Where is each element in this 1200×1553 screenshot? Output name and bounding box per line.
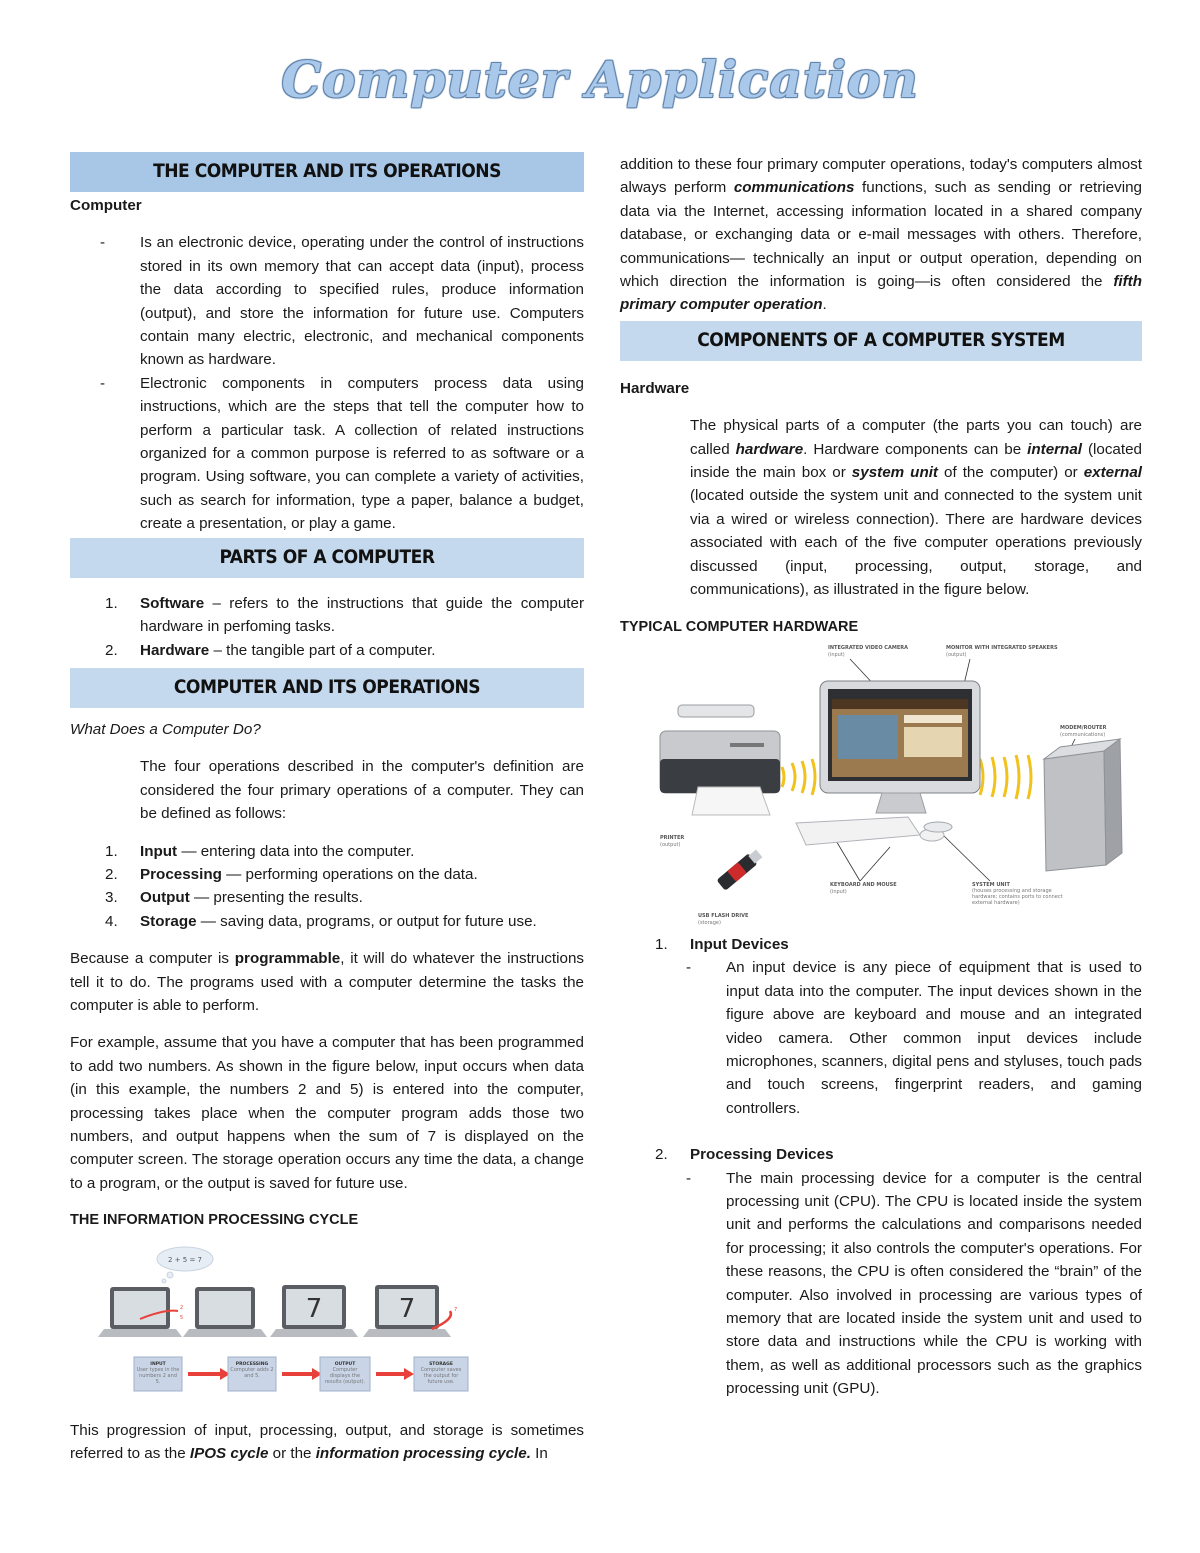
list-item: - Electronic components in computers process data using instructions, which are the steps that tell the computer how to perform a particular task. A collection of related instructions organized for a common purpose is referred to as software or a program. Using software, you can complete a variety of activities, such as search for information, type a paper, balance a budget, create a presentation, or play a game. <box>70 372 584 536</box>
laptop-storage <box>363 1285 457 1337</box>
svg-text:(input): (input) <box>830 888 847 895</box>
section-heading-parts: PARTS OF A COMPUTER <box>70 538 584 578</box>
communications-paragraph: addition to these four primary computer operations, today's computers almost always perform communications functions, such as sending or retrieving data via the Internet, accessing information located in a shared company database, or exchanging data or e-mail messages with others. Therefore, communications— technically an input or output operation, depending on which direction the information is going—is often considered the fifth primary computer operation. <box>620 156 1142 314</box>
svg-text:INTEGRATED VIDEO CAMERA: INTEGRATED VIDEO CAMERA <box>828 644 908 651</box>
output-seven: 7 <box>305 1293 323 1324</box>
list-item: 2. Processing Devices <box>655 1146 834 1164</box>
svg-text:KEYBOARD AND MOUSE: KEYBOARD AND MOUSE <box>830 881 897 888</box>
flow-arrow <box>188 1368 230 1380</box>
input-devices-detail <box>620 956 1142 1120</box>
document-title: Computer Application <box>281 50 919 109</box>
svg-text:OUTPUT: OUTPUT <box>334 1361 356 1367</box>
bubble-text: 2 + 5 = 7 <box>168 1255 202 1264</box>
laptop-input <box>98 1287 183 1337</box>
svg-text:SYSTEM UNIT: SYSTEM UNIT <box>972 881 1010 888</box>
list-item: 1. Software – refers to the instructions that guide the computer hardware in perfoming tasks. <box>105 594 584 636</box>
device-list <box>620 933 1142 956</box>
keyboard-mouse-image <box>796 817 944 845</box>
right-column <box>620 152 1142 1401</box>
computer-subheading: Computer <box>70 197 142 214</box>
svg-text:PROCESSING: PROCESSING <box>235 1361 269 1367</box>
list-item: - The main processing device for a computer is the central processing unit (CPU). The CPU is located inside the system unit and performs the calculations and comparisons needed for processing; it also controls the computer's operations. For these reasons, the CPU is often considered the “brain” of the computer. Also involved in processing are various types of memory that are located inside the system unit and used to store data and instructions while the CPU is working with them, as well as additional processors such as the graphics processing unit (GPU). <box>686 1169 1142 1398</box>
list-item: 1. Input — entering data into the computer. <box>105 842 415 860</box>
ipos-cycle-figure <box>70 1239 584 1407</box>
process-box-output: OUTPUT Computer displays the results (output). <box>320 1357 370 1391</box>
section-heading-computer-operations: THE COMPUTER AND ITS OPERATIONS <box>70 152 584 192</box>
left-column <box>70 152 584 1465</box>
processing-devices-detail <box>620 1167 1142 1401</box>
ipos-diagram <box>70 1239 584 1407</box>
svg-text:(storage): (storage) <box>698 919 721 926</box>
list-item: 1. Input Devices <box>655 935 789 953</box>
svg-text:5: 5 <box>180 1314 184 1321</box>
dash-marker: - <box>100 234 106 252</box>
hardware-paragraph: The physical parts of a computer (the parts you can touch) are called hardware. Hardware components can be internal (located inside the main box or system unit of the computer) or external (located outside the system unit and connected to the system unit via a wired or wireless connection). There are hardware devices associated with each of the five computer operations previously discussed (input, processing, output, storage, and communications), as illustrated in the figure below. <box>690 417 1142 599</box>
svg-text:USB FLASH DRIVE: USB FLASH DRIVE <box>698 912 749 919</box>
laptop-processing <box>183 1287 267 1337</box>
figure-label-hardware: TYPICAL COMPUTER HARDWARE <box>620 618 859 635</box>
svg-text:(input): (input) <box>828 651 845 658</box>
svg-text:MONITOR WITH INTEGRATED SPEAKE: MONITOR WITH INTEGRATED SPEAKERS <box>946 644 1058 651</box>
hardware-diagram: INTEGRATED VIDEO CAMERA (input) MONITOR WITH INTEGRATED SPEAKERS (output) MODEM/ROUTER (communications) PRINTER (output) KEYBOARD AND MOUSE (input) SYSTEM UNIT (houses processing and storage hardware; contains ports to connect external hardware) USB FLASH DRIVE (storage) <box>620 639 1142 931</box>
svg-text:(output): (output) <box>660 841 681 848</box>
flow-arrow <box>376 1368 414 1380</box>
process-box-storage: STORAGE Computer saves the output for future use. <box>414 1357 468 1391</box>
storage-seven: 7 <box>398 1293 416 1324</box>
operations-list <box>70 840 584 934</box>
list-item: 2. Processing — performing operations on the data. <box>105 865 478 883</box>
modem-router-image <box>1044 739 1122 871</box>
process-box-input: INPUT User types in the numbers 2 and 5. <box>134 1357 182 1391</box>
svg-text:MODEM/ROUTER: MODEM/ROUTER <box>1060 724 1107 731</box>
list-item: 4. Storage — saving data, programs, or output for future use. <box>105 912 537 930</box>
monitor-image <box>820 681 980 813</box>
svg-text:(output): (output) <box>946 651 967 658</box>
computer-definition-list <box>70 231 584 535</box>
svg-text:PRINTER: PRINTER <box>660 834 685 841</box>
device-list-2 <box>620 1143 1142 1166</box>
operations-intro: The four operations described in the computer's definition are considered the four primary operations of a computer. They can be defined as follows: <box>140 758 584 823</box>
printer-image <box>660 705 780 815</box>
svg-text:2: 2 <box>180 1304 184 1311</box>
parts-list <box>70 592 584 662</box>
dash-marker: - <box>100 374 106 392</box>
svg-text:7: 7 <box>454 1306 458 1313</box>
process-box-processing: PROCESSING Computer adds 2 and 5. <box>228 1357 276 1391</box>
example-paragraph: For example, assume that you have a computer that has been programmed to add two numbers. As shown in the figure below, input occurs when data (in this example, the numbers 2 and 5) is entered into the computer, processing takes place when the computer program adds those two numbers, and output happens when the sum of 7 is displayed on the computer screen. The storage operation occurs any time the data, a change to a program, or the output is saved for future use. <box>70 1034 584 1192</box>
hardware-figure <box>620 639 1142 931</box>
question-heading: What Does a Computer Do? <box>70 720 261 738</box>
system-unit-image <box>924 822 952 832</box>
list-item: - An input device is any piece of equipment that is used to input data into the computer. The input devices shown in the figure above are keyboard and mouse and an integrated video camera. Other common input devices include microphones, scanners, digital pens and styluses, touch pads and touch screens, fingerprint readers, and gaming controllers. <box>686 959 1142 1117</box>
list-item: - Is an electronic device, operating under the control of instructions stored in its own memory that can accept data (input), process the data according to specified rules, produce information (output), and store the information for future use. Computers contain many electric, electronic, and mechanical components known as hardware. <box>70 231 584 371</box>
svg-text:STORAGE: STORAGE <box>429 1361 453 1367</box>
ipos-paragraph: This progression of input, processing, output, and storage is sometimes referred to as the IPOS cycle or the information processing cycle. In <box>70 1421 584 1463</box>
laptop-output <box>270 1285 358 1337</box>
usb-drive-image <box>716 849 762 890</box>
flow-arrow <box>282 1368 322 1380</box>
hardware-subheading: Hardware <box>620 379 690 397</box>
svg-text:INPUT: INPUT <box>150 1361 166 1367</box>
svg-text:(communications): (communications) <box>1060 731 1106 738</box>
figure-label-ipos: THE INFORMATION PROCESSING CYCLE <box>70 1212 359 1229</box>
programmable-paragraph: Because a computer is programmable, it will do whatever the instructions tell it to do. The programs used with a computer determine the tasks the computer is able to perform. <box>70 950 584 1014</box>
section-heading-components: COMPONENTS OF A COMPUTER SYSTEM <box>620 321 1142 361</box>
section-heading-operations: COMPUTER AND ITS OPERATIONS <box>70 668 584 708</box>
list-item: 2. Hardware – the tangible part of a computer. <box>105 641 436 659</box>
list-item: 3. Output — presenting the results. <box>105 889 363 907</box>
